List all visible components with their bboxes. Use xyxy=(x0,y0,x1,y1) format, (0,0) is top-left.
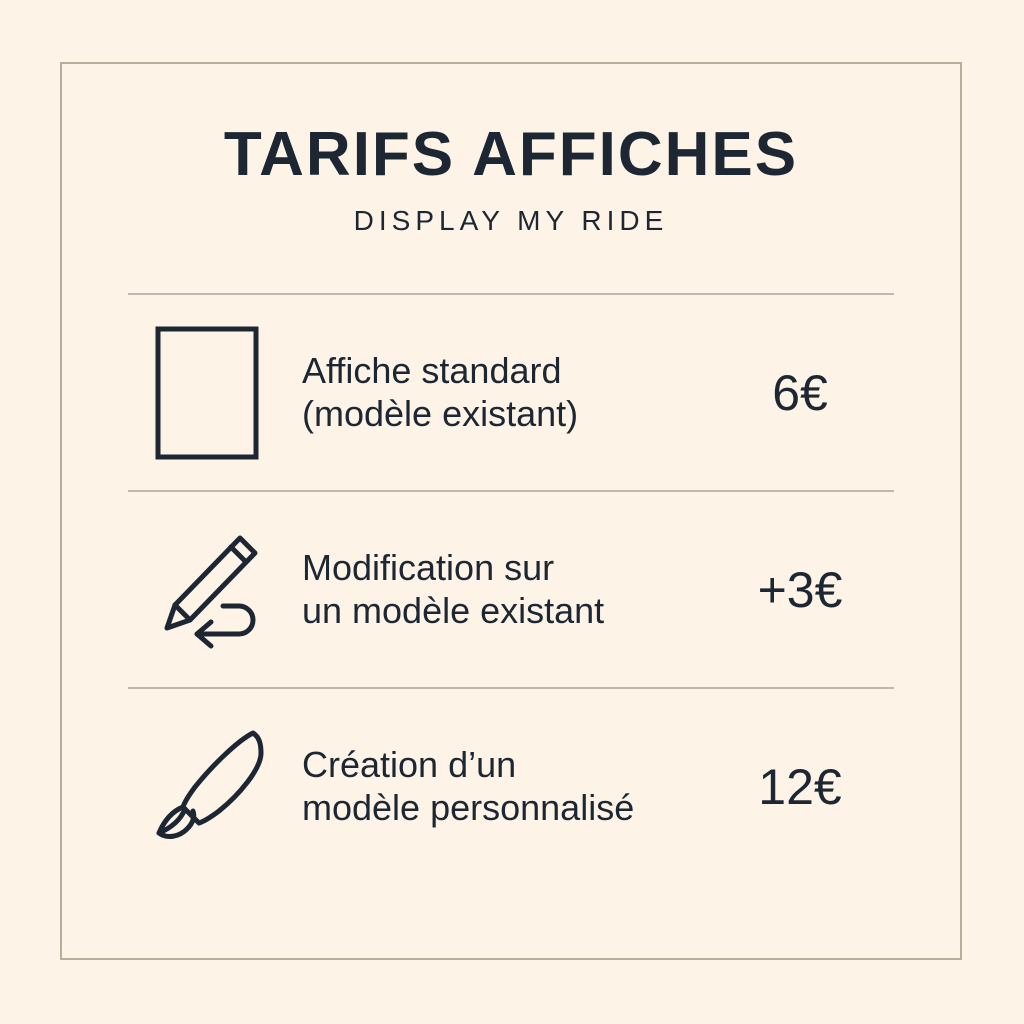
price-row-label-line1: Modification sur xyxy=(302,547,555,589)
price-value: 6€ xyxy=(772,364,828,421)
price-row-modification xyxy=(128,492,894,687)
poster-sheet-icon xyxy=(132,326,282,460)
price-row-standard xyxy=(128,295,894,490)
poster-header xyxy=(62,64,960,237)
price-value: +3€ xyxy=(757,561,843,618)
pencil-edit-icon xyxy=(132,530,282,650)
price-row-label-line2: (modèle existant) xyxy=(302,392,579,434)
price-row-label-line1: Affiche standard xyxy=(302,350,562,392)
paintbrush-icon xyxy=(132,725,282,849)
price-row-label xyxy=(282,744,710,829)
page-title: TARIFS AFFICHES xyxy=(223,120,799,189)
price-row-label-line1: Création d’un xyxy=(302,744,517,786)
price-row-label xyxy=(282,547,710,632)
price-row-custom xyxy=(128,689,894,884)
price-list-poster xyxy=(60,62,962,960)
price-row-label-line2: un modèle existant xyxy=(302,589,605,631)
price-row-label xyxy=(282,350,710,435)
price-row-label-line2: modèle personnalisé xyxy=(302,786,635,828)
price-value: 12€ xyxy=(758,758,842,815)
page-subtitle: DISPLAY MY RIDE xyxy=(353,205,669,237)
price-rows xyxy=(128,293,894,884)
